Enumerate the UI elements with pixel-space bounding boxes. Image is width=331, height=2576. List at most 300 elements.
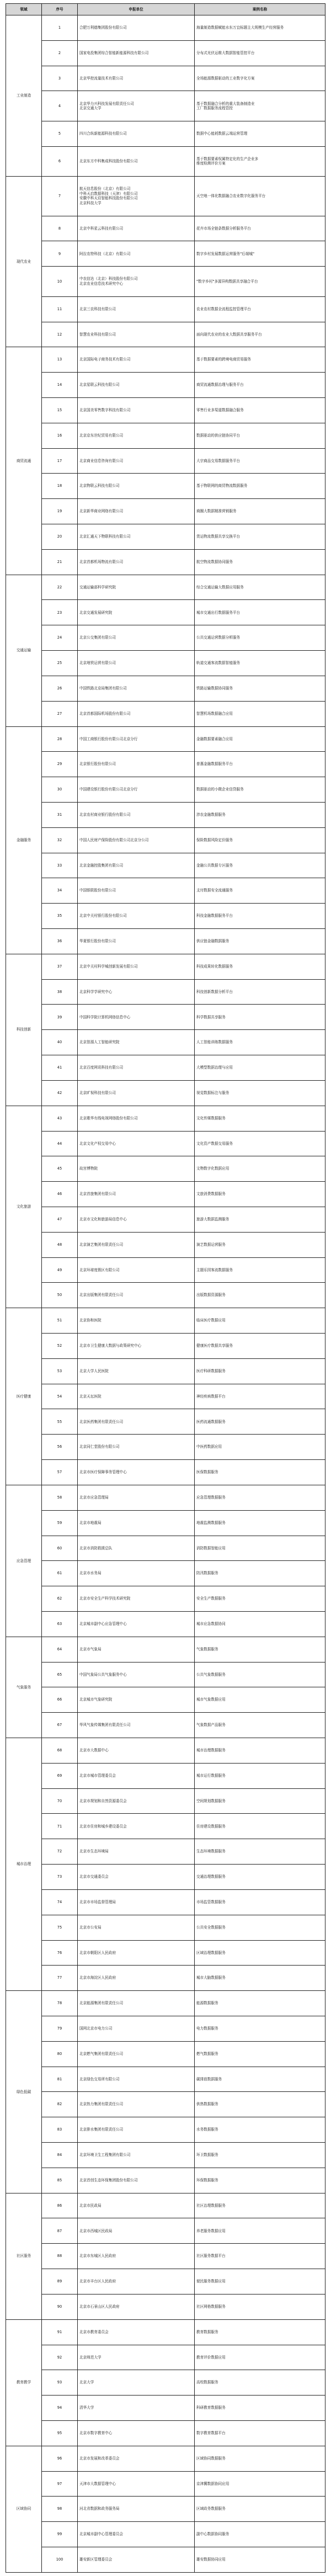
case-name-line: 数据驱动的供应链协同平台 [196,433,241,438]
case-name-cell [195,423,325,448]
unit-cell [78,322,195,347]
number-cell: 42 [42,1080,78,1106]
unit-line: 北京新华商业网络有限公司 [79,509,124,514]
case-name-cell [195,91,325,121]
table-row [6,1814,325,1839]
unit-cell [78,2370,195,2396]
number-cell: 11 [42,296,78,322]
unit-cell [78,1940,195,1966]
number-cell: 12 [42,322,78,347]
number-cell: 35 [42,904,78,929]
unit-cell [78,1055,195,1081]
case-name-cell [195,177,325,216]
domain-cell: 文化旅游 [6,1106,42,1308]
unit-cell [78,1611,195,1637]
unit-line: 雄安新区管理委员会 [79,2557,113,2562]
case-name-line: 医保数据服务 [196,1470,218,1475]
case-table [6,3,325,2573]
table-row [6,1283,325,1308]
case-name-line: 天空地一体化数据融合农业数字化服务平台 [196,194,266,199]
table-body [6,15,325,2573]
unit-line: 北京交通大学 [79,106,102,111]
case-name-line: 教育数据服务 [196,2329,218,2334]
table-row [6,726,325,752]
table-row [6,1713,325,1738]
unit-cell [78,1030,195,1055]
case-name-cell [195,979,325,1005]
domain-cell: 金融服务 [6,726,42,954]
case-name-line: 基于物联网的商贸物流数据服务 [196,484,248,488]
unit-cell [78,267,195,296]
number-cell: 50 [42,1283,78,1308]
number-cell: 3 [42,66,78,91]
header-domain: 领域 [6,4,42,15]
case-name-line: "数字乡村"多源异构数据共享融合平台 [196,279,258,284]
number-cell: 38 [42,979,78,1005]
unit-cell [78,878,195,904]
case-name-cell [195,878,325,904]
number-cell: 37 [42,954,78,979]
unit-cell [78,979,195,1005]
case-name-line: 城市应急数据协同 [196,1622,226,1627]
table-row [6,1485,325,1510]
case-name-cell [195,322,325,347]
number-cell: 59 [42,1510,78,1536]
unit-line: 安徽中科天启智能科技股份有限公司 [79,196,138,201]
case-name-line: 旅游大数据监测服务 [196,1217,229,1222]
unit-line: 北京排水集团有限责任公司 [79,2127,124,2132]
unit-line: 北京科技大学 [79,200,102,205]
unit-cell [78,1080,195,1106]
case-name-line: 能源数据服务 [196,2001,218,2006]
domain-cell: 区域协同 [6,2446,42,2572]
case-name-line: 货运物流数据共享交换平台 [196,534,241,539]
case-name-line: 环卫数据服务 [196,2153,218,2158]
number-cell: 71 [42,1814,78,1839]
case-name-line: 零售行业多渠道数据融合服务 [196,408,244,413]
table-row [6,347,325,373]
table-row [6,2420,325,2446]
domain-cell: 绿色低碳 [6,1991,42,2193]
unit-cell [78,1005,195,1030]
unit-line: 阿拉农特科技（北京）有限公司 [79,251,131,256]
unit-cell [78,1687,195,1713]
unit-cell [78,1207,195,1232]
case-name-line: 数字乡村发展数据运营服务"后端城" [196,251,254,256]
table-row [6,448,325,474]
number-cell: 80 [42,2041,78,2067]
case-name-cell [195,575,325,600]
number-cell: 76 [42,1940,78,1966]
table-row [6,1232,325,1257]
unit-cell [78,600,195,625]
unit-cell [78,2497,195,2522]
unit-line: 北京地铁运营有限公司 [79,661,116,666]
table-row [6,2067,325,2092]
table-row [6,1637,325,1662]
case-name-cell [195,1966,325,1991]
unit-line: 北京市石景山区人民政府 [79,2304,120,2309]
table-row [6,1738,325,1764]
case-name-line: 水务数据服务 [196,2127,218,2132]
table-row [6,1182,325,1207]
unit-cell [78,448,195,474]
number-cell: 89 [42,2269,78,2295]
unit-cell [78,954,195,979]
number-cell: 36 [42,929,78,954]
case-name-line: 城市气象数据应用 [196,1697,226,1702]
number-cell: 8 [42,216,78,241]
number-cell: 1 [42,15,78,41]
case-name-line: 基于数据要素的跨境电商贸易服务 [196,357,251,362]
unit-cell [78,1814,195,1839]
table-row [6,121,325,146]
case-name-cell [195,2168,325,2193]
unit-cell [78,1435,195,1460]
unit-cell [78,524,195,550]
table-row [6,2345,325,2370]
case-name-cell [195,1409,325,1435]
case-name-cell [195,2319,325,2345]
number-cell: 9 [42,241,78,267]
case-name-line: 金融公共数据专区服务 [196,863,233,868]
case-name-line: 社区服务数据平台 [196,2254,226,2259]
case-name-cell [195,600,325,625]
case-name-cell [195,1334,325,1359]
unit-line: 北京大学 [79,2380,94,2385]
case-name-line: 面向现代农业的农业大数据共享服务平台 [196,332,262,337]
unit-line: 北京市气象局 [79,1646,102,1651]
case-name-cell [195,15,325,41]
unit-cell [78,853,195,878]
number-cell: 18 [42,474,78,499]
table-row [6,2244,325,2269]
unit-cell [78,1510,195,1536]
unit-line: 北京市市场监督管理局 [79,1899,116,1904]
case-name-line: 大宗商品交易数据服务平台 [196,458,241,463]
unit-cell [78,1763,195,1788]
number-cell: 93 [42,2370,78,2396]
unit-line: 北京汇通天下物联科技有限公司 [79,534,131,539]
table-row [6,2471,325,2497]
case-name-line: 支付数据安全流通服务 [196,888,233,893]
case-name-line: 区域政务数据服务 [196,2506,226,2511]
case-name-cell [195,1182,325,1207]
unit-line: 北京绿色交易所有限公司 [79,2076,120,2081]
unit-line: 北京环境卫生工程集团有限公司 [79,2153,131,2158]
case-name-cell [195,2067,325,2092]
number-cell: 53 [42,1358,78,1384]
unit-line: 清华大学 [79,2405,94,2410]
domain-cell: 科技创新 [6,954,42,1106]
number-cell: 62 [42,1586,78,1612]
number-cell: 77 [42,1966,78,1991]
unit-cell [78,802,195,827]
unit-line: 北京能源集团有限责任公司 [79,2001,124,2006]
case-name-cell [195,1687,325,1713]
case-list [6,3,325,2573]
table-row [6,1409,325,1435]
number-cell: 46 [42,1182,78,1207]
case-name-cell [195,777,325,803]
case-name-line: 公共交通运营数据分析服务 [196,635,241,640]
case-name-cell [195,1586,325,1612]
unit-line: 北京歌华有线电视网络股份有限公司 [79,1116,138,1120]
number-cell: 49 [42,1257,78,1283]
unit-line: 北京农村商业银行股份有限公司 [79,812,131,817]
table-row [6,2193,325,2218]
case-name-cell [195,146,325,176]
unit-line: 北京市海淀区人民政府 [79,1975,116,1980]
case-name-line: 基于数据融合分析的重大装备制造业 [196,101,255,106]
table-row [6,1055,325,1081]
unit-line: 北京燃气集团有限责任公司 [79,2051,124,2056]
case-name-line: 空间规划数据服务 [196,1798,226,1803]
case-name-cell [195,121,325,146]
table-row [6,474,325,499]
case-name-cell [195,474,325,499]
table-row [6,2547,325,2573]
unit-line: 北京市水务局 [79,1571,102,1576]
case-name-cell [195,1080,325,1106]
case-name-line: 公共气象数据服务 [196,1672,226,1677]
unit-cell [78,2319,195,2345]
unit-cell [78,2420,195,2446]
number-cell: 44 [42,1131,78,1156]
unit-line: 北京华控流量技术有限公司 [79,76,124,81]
case-name-cell [195,904,325,929]
case-name-cell [195,524,325,550]
number-cell: 43 [42,1106,78,1131]
unit-line: 北京星联云科技有限公司 [79,383,120,387]
unit-line: 国家电投集团综合智能新能源科技有限公司 [79,50,149,55]
case-name-line: 文物数字化数据应用 [196,1166,229,1171]
unit-cell [78,625,195,651]
case-name-cell [195,2471,325,2497]
unit-line: 北京京东世纪贸易有限公司 [79,433,124,438]
case-name-cell [195,2041,325,2067]
number-cell: 17 [42,448,78,474]
table-row [6,1865,325,1890]
case-name-line: 供应链金融数据服务 [196,939,229,944]
number-cell: 100 [42,2547,78,2573]
unit-line: 北京市公安局 [79,1925,102,1930]
number-cell: 57 [42,1460,78,1485]
case-name-line: 文化传媒数据服务 [196,1116,226,1120]
unit-line: 北京环球度假区有限公司 [79,1267,120,1272]
unit-cell [78,929,195,954]
unit-cell [78,2244,195,2269]
case-name-cell [195,1889,325,1915]
unit-cell [78,1131,195,1156]
case-name-cell [195,701,325,726]
domain-cell: 工业制造 [6,15,42,177]
case-name-cell [195,1106,325,1131]
unit-line: 北京市规划和自然资源委员会 [79,1798,127,1803]
number-cell: 86 [42,2193,78,2218]
case-name-line: 应急管理数据服务 [196,1495,226,1500]
case-name-cell [195,2143,325,2168]
case-name-line: 轨道交通客流数据智能服务 [196,661,241,666]
unit-line: 北京公交集团有限公司 [79,635,116,640]
unit-line: 北京市城市管理委员会 [79,1773,116,1778]
case-name-cell [195,1814,325,1839]
number-cell: 83 [42,2117,78,2143]
case-name-cell [195,347,325,373]
unit-cell [78,40,195,66]
unit-cell [78,2471,195,2497]
case-name-line: 供热数据服务 [196,2102,218,2107]
number-cell: 64 [42,1637,78,1662]
unit-line: 北京市安全生产科学技术研究院 [79,1596,131,1601]
case-name-line: 消防数据智能应用 [196,1545,226,1550]
table-row [6,2041,325,2067]
unit-line: 北京科学学研究中心 [79,989,113,994]
case-name-cell [195,66,325,91]
table-row [6,1460,325,1485]
unit-line: 北京首创生态环保集团股份有限公司 [79,2177,138,2182]
unit-line: 北京中科星云科技有限公司 [79,226,124,231]
case-name-line: 大模型数据治理与应用 [196,1065,233,1070]
number-cell: 41 [42,1055,78,1081]
number-cell: 78 [42,1991,78,2016]
case-name-cell [195,1865,325,1890]
number-cell: 19 [42,499,78,524]
case-name-line: 农业农村数据全流程监控管理平台 [196,306,251,311]
case-name-cell [195,499,325,524]
unit-cell [78,1839,195,1865]
number-cell: 4 [42,91,78,121]
table-row [6,2522,325,2547]
table-row [6,1334,325,1359]
case-name-cell [195,2446,325,2471]
number-cell: 39 [42,1005,78,1030]
case-name-line: 铁路运输数据协同服务 [196,686,233,691]
case-name-cell [195,625,325,651]
unit-line: 中国气象局公共气象服务中心 [79,1672,127,1677]
unit-line: 北京市生态环境局 [79,1849,109,1854]
case-name-line: 神经疾病数据平台 [196,1394,226,1399]
case-name-line: 数字教育数据平台 [196,2431,226,2436]
unit-line: 北京首都机场物流有限公司 [79,559,124,564]
case-name-cell [195,1232,325,1257]
case-name-cell [195,1738,325,1764]
number-cell: 51 [42,1308,78,1334]
case-name-line: 普惠金融数据服务平台 [196,762,233,767]
unit-line: 北京大学人民医院 [79,1368,109,1373]
unit-cell [78,575,195,600]
case-name-cell [195,2370,325,2396]
unit-line: 北京物联云科技有限公司 [79,484,120,488]
case-name-cell [195,1207,325,1232]
number-cell: 47 [42,1207,78,1232]
unit-line: 中农信达（北京）科技股份有限公司 [79,277,138,281]
table-row [6,827,325,853]
case-name-cell [195,676,325,701]
unit-line: 中国铁路北京局集团有限公司 [79,686,127,691]
unit-cell [78,1106,195,1131]
unit-line: 北京市文化和旅游局信息中心 [79,1217,127,1222]
table-row [6,1131,325,1156]
unit-cell [78,2092,195,2117]
case-name-line: 气象数据服务 [196,1646,218,1651]
case-name-cell [195,1510,325,1536]
case-name-cell [195,2294,325,2319]
case-name-cell [195,2269,325,2295]
table-row [6,1080,325,1106]
unit-line: 北京百度网讯科技有限公司 [79,1065,124,1070]
table-row [6,2218,325,2244]
case-name-cell [195,2092,325,2117]
case-name-line: 防汛数据服务 [196,1571,218,1576]
case-name-cell [195,1005,325,1030]
case-name-cell [195,1131,325,1156]
unit-line: 四川合纵新能源科技有限公司 [79,131,127,136]
table-row [6,954,325,979]
case-name-line: 社区网格数据服务 [196,2304,226,2309]
table-row [6,575,325,600]
table-row [6,1106,325,1131]
case-name-line: 视觉数据标注与服务 [196,1090,229,1095]
number-cell: 55 [42,1409,78,1435]
unit-line: 交通运输部科学研究院 [79,585,116,589]
case-name-cell [195,1713,325,1738]
unit-line: 北京首旅集团有限公司 [79,1192,116,1197]
unit-cell [78,2218,195,2244]
unit-line: 华夏银行股份有限公司 [79,939,116,944]
case-name-cell [195,2117,325,2143]
domain-cell: 医疗健康 [6,1308,42,1485]
table-row [6,423,325,448]
unit-line: 北京演艺集团有限责任公司 [79,1242,124,1247]
unit-cell [78,1232,195,1257]
unit-line: 北京商业信息咨询有限公司 [79,458,124,463]
number-cell: 40 [42,1030,78,1055]
table-row [6,66,325,91]
unit-cell [78,1966,195,1991]
case-name-cell [195,2522,325,2547]
unit-cell [78,1536,195,1561]
case-name-cell [195,853,325,878]
case-name-line: 商贸流通数据治理与服务平台 [196,383,244,387]
number-cell: 61 [42,1561,78,1586]
case-name-line: 基于数据要素权属特定化的生产企业多 [196,156,259,161]
unit-line: 北京国际电子商务技术有限公司 [79,357,131,362]
domain-cell: 商贸流通 [6,347,42,575]
case-name-line: 市场监管数据服务 [196,1899,226,1904]
case-name-line: 雄安数据协同应用 [196,2557,226,2562]
table-row [6,1005,325,1030]
unit-cell [78,1334,195,1359]
number-cell: 67 [42,1713,78,1738]
unit-line: 中国人民财产保险股份有限公司北京分公司 [79,837,149,842]
table-row [6,651,325,676]
table-row [6,1687,325,1713]
table-row [6,15,325,41]
unit-cell [78,146,195,176]
table-row [6,1536,325,1561]
case-name-cell [195,1460,325,1485]
case-name-line: 分布式光伏运维大数据智能管控平台 [196,50,255,55]
unit-cell [78,1865,195,1890]
case-name-line: 气象数据产品服务 [196,1723,226,1728]
case-name-cell [195,1637,325,1662]
table-row [6,701,325,726]
number-cell: 87 [42,2218,78,2244]
unit-line: 北京国美零售数字科技有限公司 [79,408,131,413]
unit-cell [78,423,195,448]
unit-cell [78,1308,195,1334]
